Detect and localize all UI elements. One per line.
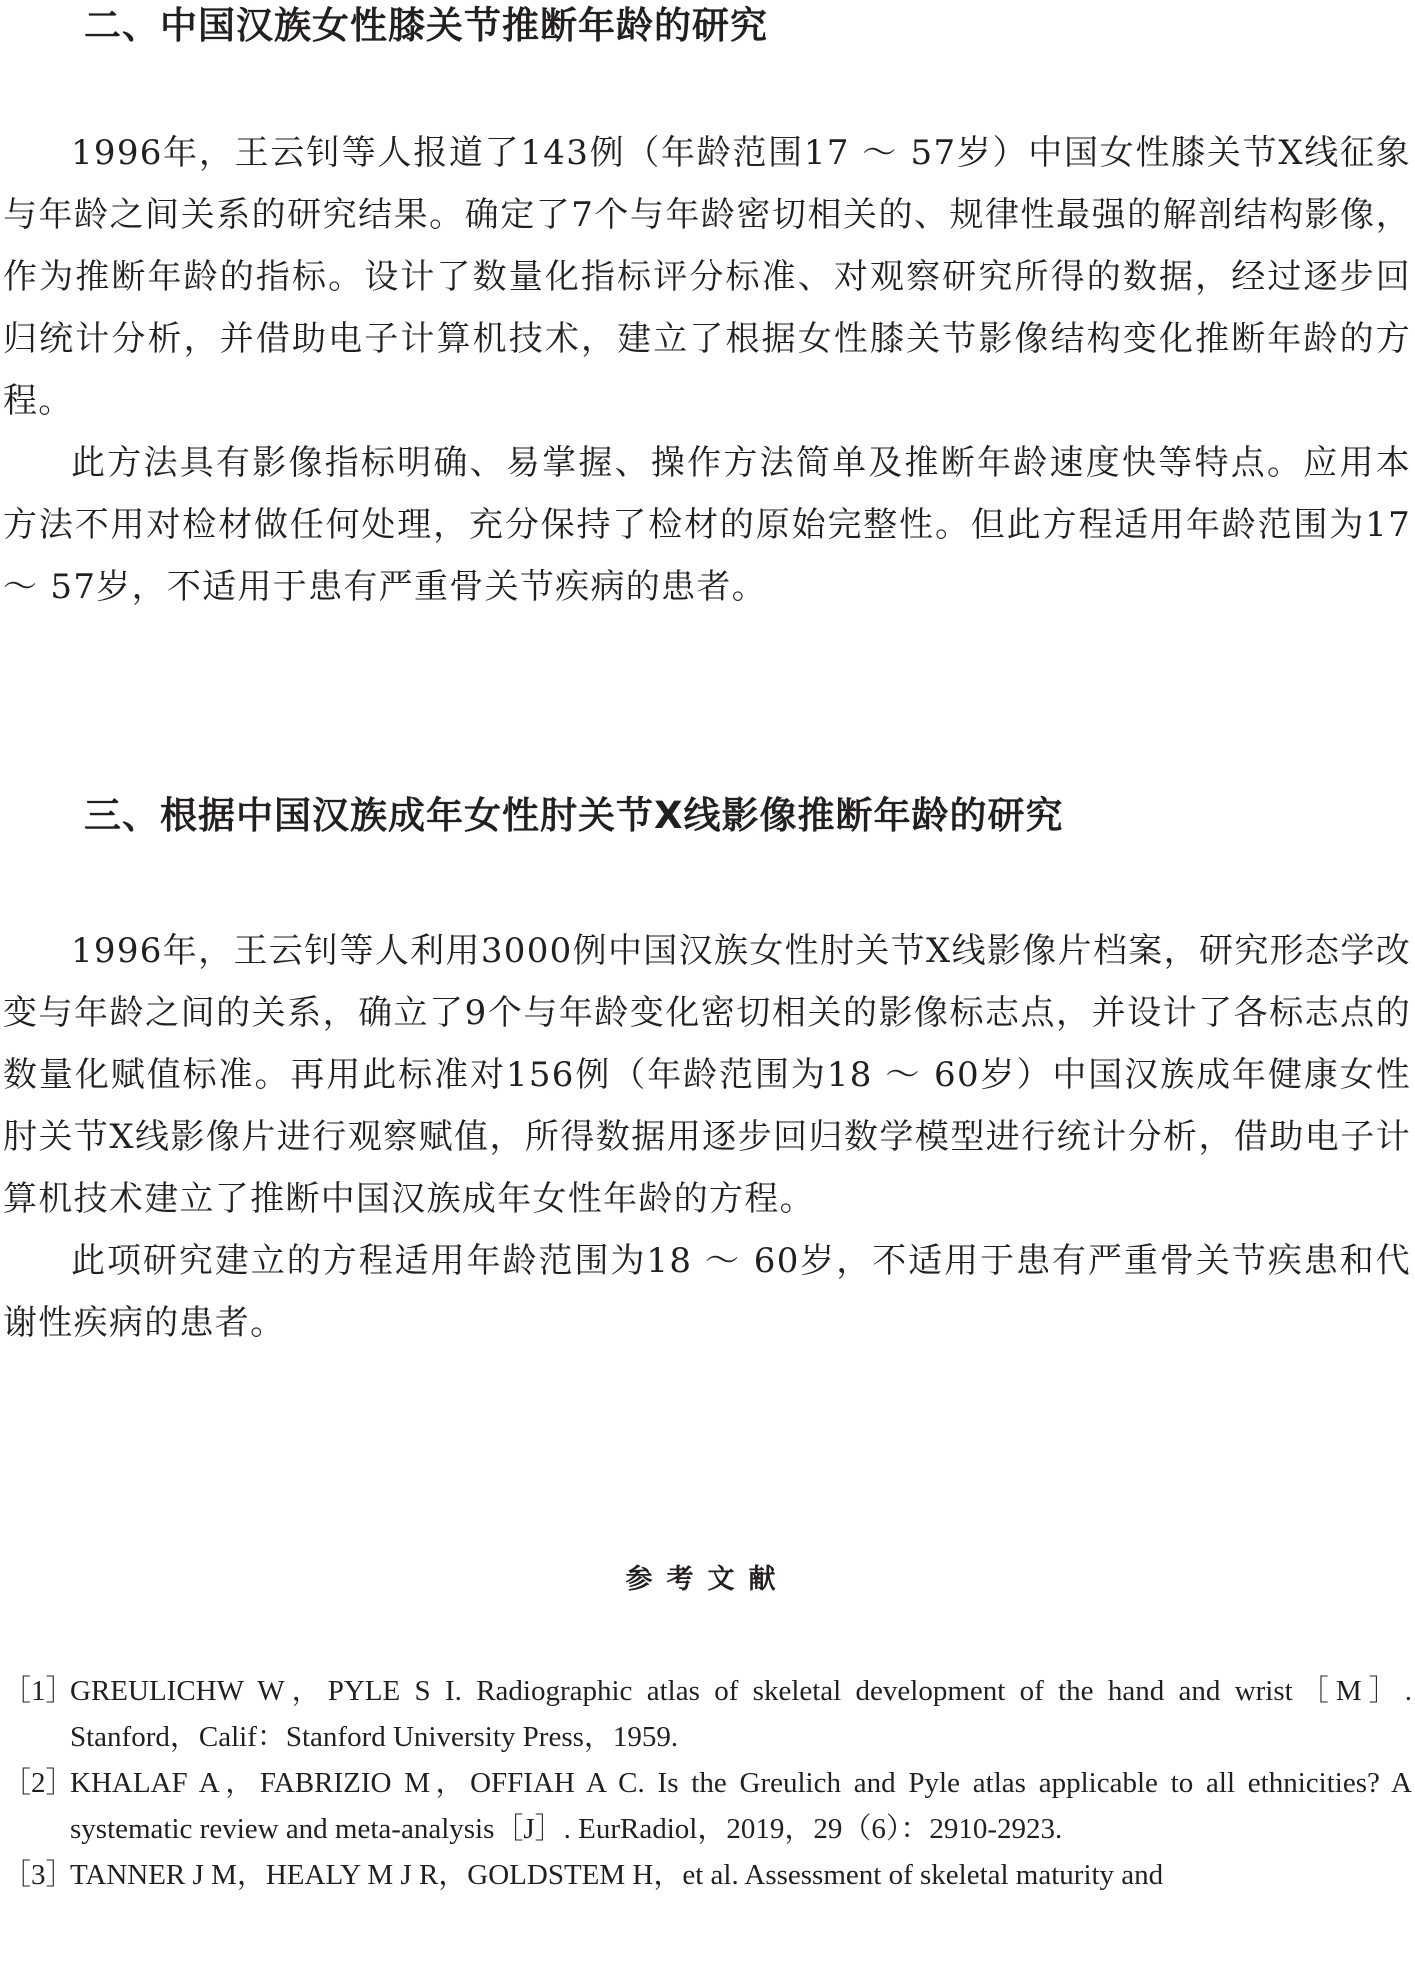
reference-item — [0, 1760, 1412, 1852]
section-body — [3, 920, 1411, 1354]
section-heading: 三、根据中国汉族成年女性肘关节X线影像推断年龄的研究 — [84, 794, 1064, 837]
paragraph: 1996年，王云钊等人利用3000例中国汉族女性肘关节X线影像片档案，研究形态学改变与年龄之间的关系，确立了9个与年龄变化密切相关的影像标志点，并设计了各标志点的数量化赋值标准。再用此标准对156例（年龄范围为18 ～ 60岁）中国汉族成年健康女性肘关节X线影像片进行观察赋值，所得数据用逐步回归数学模型进行统计分析，借助电子计算机技术建立了推断中国汉族成年女性年龄的方程。 — [3, 931, 1411, 1219]
reference-number: ［1］ — [2, 1675, 75, 1707]
reference-number: ［3］ — [2, 1859, 75, 1891]
reference-list — [0, 1668, 1412, 1898]
paragraph: 1996年，王云钊等人报道了143例（年龄范围17 ～ 57岁）中国女性膝关节X线征象与年龄之间关系的研究结果。确定了7个与年龄密切相关的、规律性最强的解剖结构影像，作为推断年龄的指标。设计了数量化指标评分标准、对观察研究所得的数据，经过逐步回归统计分析，并借助电子计算机技术，建立了根据女性膝关节影像结构变化推断年龄的方程。 — [3, 133, 1411, 421]
reference-text: KHALAF A，FABRIZIO M，OFFIAH A C. Is the Greulich and Pyle atlas applicable to all ethnicities? A systematic review and meta-analysis［J］. EurRadiol，2019，29（6）：2910-2923. — [70, 1767, 1412, 1845]
reference-text: TANNER J M，HEALY M J R，GOLDSTEM H，et al. Assessment of skeletal maturity and — [70, 1859, 1164, 1891]
reference-text: GREULICHW W，PYLE S I. Radiographic atlas of skeletal development of the hand and wrist［M］. Stanford，Calif：Stanford University Press，1959. — [70, 1675, 1412, 1753]
reference-item — [0, 1852, 1412, 1898]
section-body — [3, 122, 1411, 618]
reference-item — [0, 1668, 1412, 1760]
section-heading: 二、中国汉族女性膝关节推断年龄的研究 — [84, 4, 768, 47]
reference-number: ［2］ — [2, 1767, 75, 1799]
paragraph: 此方法具有影像指标明确、易掌握、操作方法简单及推断年龄速度快等特点。应用本方法不用对检材做任何处理，充分保持了检材的原始完整性。但此方程适用年龄范围为17 ～ 57岁，不适用于患有严重骨关节疾病的患者。 — [3, 443, 1411, 607]
paragraph: 此项研究建立的方程适用年龄范围为18 ～ 60岁，不适用于患有严重骨关节疾患和代谢性疾病的患者。 — [3, 1241, 1411, 1343]
references-title: 参考文献 — [625, 1564, 790, 1595]
